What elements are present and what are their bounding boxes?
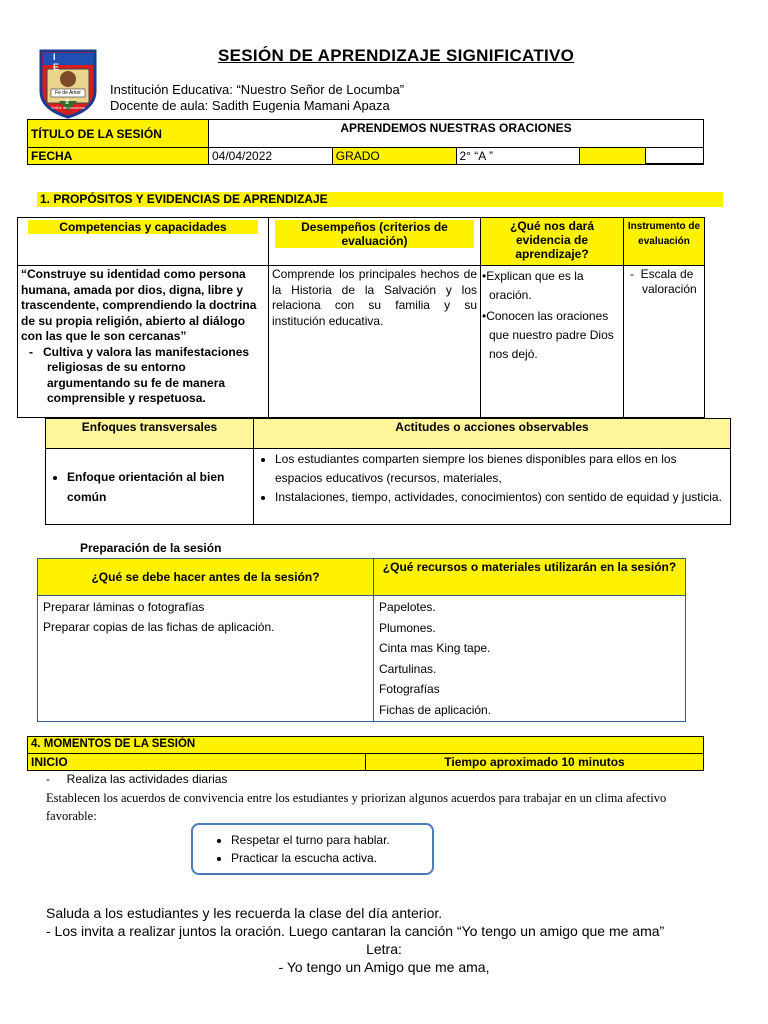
session-table-end-cell <box>645 147 704 164</box>
competencia-sub: - Cultiva y valora las manifestaciones religiosas de su entorno argumentando su fe de manera comprensible y respetuosa. <box>29 344 250 405</box>
evidencia-item-2: •Conocen las oraciones que nuestro padre Dios nos dejó. <box>482 309 614 361</box>
col-competencias: Competencias y capacidades <box>18 218 269 266</box>
competencia-cell <box>18 266 269 418</box>
logo-text-band: Señor de Locumba <box>51 105 85 110</box>
tiempo-label: Tiempo aproximado 10 minutos <box>366 754 704 771</box>
acuerdos-box <box>191 823 434 875</box>
institution-line: Institución Educativa: “Nuestro Señor de Locumba” <box>110 82 405 97</box>
page-title: SESIÓN DE APRENDIZAJE SIGNIFICATIVO <box>218 46 575 65</box>
antes-cell <box>38 596 374 722</box>
school-logo <box>37 47 99 119</box>
col-antes: ¿Qué se debe hacer antes de la sesión? <box>38 559 374 596</box>
session-info-table <box>27 119 704 165</box>
actitud-item-1: • Los estudiantes comparten siempre los bienes disponibles para ellos en los espacios educativos (recursos, materiales, <box>275 450 727 488</box>
col-desempenos: Desempeños (criterios de evaluación) <box>269 218 481 266</box>
enfoque-cell <box>46 449 254 525</box>
preparacion-table <box>37 558 686 722</box>
desempeno-cell: Comprende los principales hechos de la Historia de la Salvación y los relaciona con su familia y su institución educativa. <box>269 266 481 418</box>
momentos-table <box>27 736 704 771</box>
section1-heading: 1. PROPÓSITOS Y EVIDENCIAS DE APRENDIZAJE <box>37 192 723 207</box>
momentos-heading: 4. MOMENTOS DE LA SESIÓN <box>28 737 704 754</box>
col-evidencia: ¿Qué nos dará evidencia de aprendizaje? <box>481 218 624 266</box>
title-value: APRENDEMOS NUESTRAS ORACIONES <box>209 120 704 148</box>
logo-text-top: I E <box>53 52 74 72</box>
actitud-item-2: • Instalaciones, tiempo, actividades, conocimientos) con sentido de equidad y justicia. <box>275 488 727 507</box>
date-value: 04/04/2022 <box>209 148 333 165</box>
recurso-item-5: Fotografías <box>379 682 440 696</box>
date-label: FECHA <box>28 148 209 165</box>
enfoque-item: • Enfoque orientación al bien común <box>67 467 250 507</box>
recurso-item-4: Cartulinas. <box>379 661 437 676</box>
recursos-cell <box>374 596 686 722</box>
col-enfoques: Enfoques transversales <box>46 419 254 449</box>
purposes-table <box>17 217 705 418</box>
saluda-text: Saluda a los estudiantes y les recuerda la clase del día anterior. <box>46 905 443 921</box>
grade-value: 2° “A ” <box>456 148 580 165</box>
enfoques-table <box>45 418 731 525</box>
grade-label: GRADO <box>332 148 456 165</box>
acuerdo-item-2: • Practicar la escucha activa. <box>231 849 432 867</box>
recurso-item-6: Fichas de aplicación. <box>379 702 492 717</box>
preparacion-heading: Preparación de la sesión <box>80 541 222 555</box>
recurso-item-3: Cinta mas King tape. <box>379 641 491 655</box>
acuerdo-item-1: • Respetar el turno para hablar. <box>231 831 432 849</box>
acuerdos-text: Establecen los acuerdos de convivencia entre los estudiantes y priorizan algunos acuerdos para trabajar en un clima afectivo favorable: <box>46 791 667 823</box>
antes-item-2: Preparar copias de las fichas de aplicación. <box>43 620 275 634</box>
instrumento-cell: - Escala de valoración <box>624 266 705 418</box>
actividad-diaria: - Realiza las actividades diarias <box>46 772 228 786</box>
competencia-main: “Construye su identidad como persona humana, amada por dios, digna, libre y trascendente, comprendiendo la doctrina de su propia religión, abierto al diálogo con las que le son cercanas” <box>21 267 257 343</box>
verso-line: - Yo tengo un Amigo que me ama, <box>278 959 490 975</box>
logo-number: 5 <box>65 99 69 106</box>
antes-item-1: Preparar láminas o fotografías <box>43 600 205 614</box>
col-instrumento: Instrumento de evaluación <box>624 218 705 266</box>
col-actitudes: Actitudes o acciones observables <box>254 419 731 449</box>
col-recursos: ¿Qué recursos o materiales utilizarán en la sesión? <box>374 559 686 596</box>
title-label: TÍTULO DE LA SESIÓN <box>28 120 209 148</box>
inicio-label: INICIO <box>28 754 366 771</box>
recurso-item-1: Papelotes. <box>379 600 436 614</box>
recurso-item-2: Plumones. <box>379 620 436 635</box>
logo-text-inner: Fe de Amor <box>55 90 81 96</box>
teacher-line: Docente de aula: Sadith Eugenia Mamani Apaza <box>110 98 390 113</box>
invita-text: - Los invita a realizar juntos la oración. Luego cantaran la canción “Yo tengo un amigo que me ama” <box>46 923 665 939</box>
letra-label: Letra: <box>366 941 402 957</box>
evidencia-item-1: •Explican que es la oración. <box>482 269 584 302</box>
evidencia-cell <box>481 266 624 418</box>
actitudes-cell <box>254 449 731 525</box>
